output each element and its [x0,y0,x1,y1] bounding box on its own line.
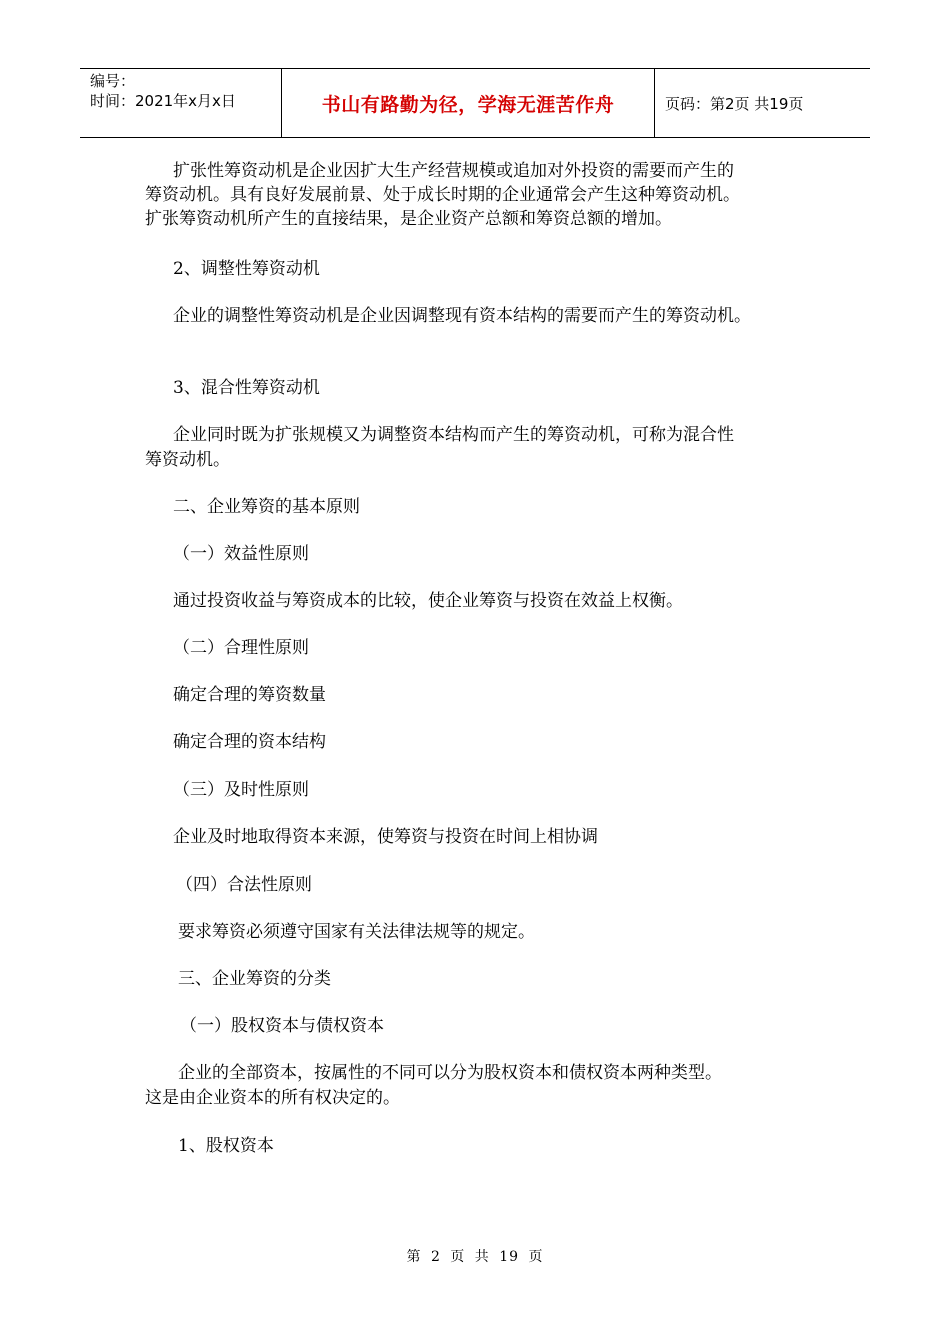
section-heading: 3、混合性筹资动机 [173,378,320,398]
page-footer: 第 2 页 共 19 页 [406,1249,544,1265]
header-meta [80,69,282,137]
paragraph-line: 确定合理的资本结构 [173,732,326,752]
paragraph-line: 筹资动机。具有良好发展前景、处于成长时期的企业通常会产生这种筹资动机。 [145,185,740,205]
subsection-heading: （四）合法性原则 [176,875,312,895]
section-heading: 2、调整性筹资动机 [173,259,320,279]
paragraph-line: 扩张性筹资动机是企业因扩大生产经营规模或追加对外投资的需要而产生的 [173,161,734,181]
paragraph-line: 这是由企业资本的所有权决定的。 [145,1088,400,1108]
section-heading: 二、企业筹资的基本原则 [173,497,360,517]
subsection-heading: （一）效益性原则 [173,544,309,564]
paragraph-line: 企业的全部资本，按属性的不同可以分为股权资本和债权资本两种类型。 [178,1063,722,1083]
document-time-label: 时间：2021年x月x日 [90,92,236,110]
header-motto: 书山有路勤为径，学海无涯苦作舟 [282,69,655,137]
paragraph-line: 通过投资收益与筹资成本的比较，使企业筹资与投资在效益上权衡。 [173,591,683,611]
document-number-label: 编号： [90,72,136,90]
paragraph-line: 要求筹资必须遵守国家有关法律法规等的规定。 [178,922,535,942]
paragraph-line: 企业的调整性筹资动机是企业因调整现有资本结构的需要而产生的筹资动机。 [173,306,751,326]
subsection-heading: （三）及时性原则 [173,780,309,800]
paragraph-line: 确定合理的筹资数量 [173,685,326,705]
section-heading: 三、企业筹资的分类 [178,969,331,989]
header-page-info: 页码：第2页 共19页 [665,94,804,113]
paragraph-line: 企业及时地取得资本来源，使筹资与投资在时间上相协调 [173,827,598,847]
paragraph-line: 筹资动机。 [145,450,230,470]
paragraph-line: 企业同时既为扩张规模又为调整资本结构而产生的筹资动机，可称为混合性 [173,425,734,445]
document-header [80,68,870,138]
subsection-heading: 1、股权资本 [178,1136,274,1156]
subsection-heading: （二）合理性原则 [173,638,309,658]
paragraph-line: 扩张筹资动机所产生的直接结果，是企业资产总额和筹资总额的增加。 [145,209,672,229]
subsection-heading: （一）股权资本与债权资本 [180,1016,384,1036]
